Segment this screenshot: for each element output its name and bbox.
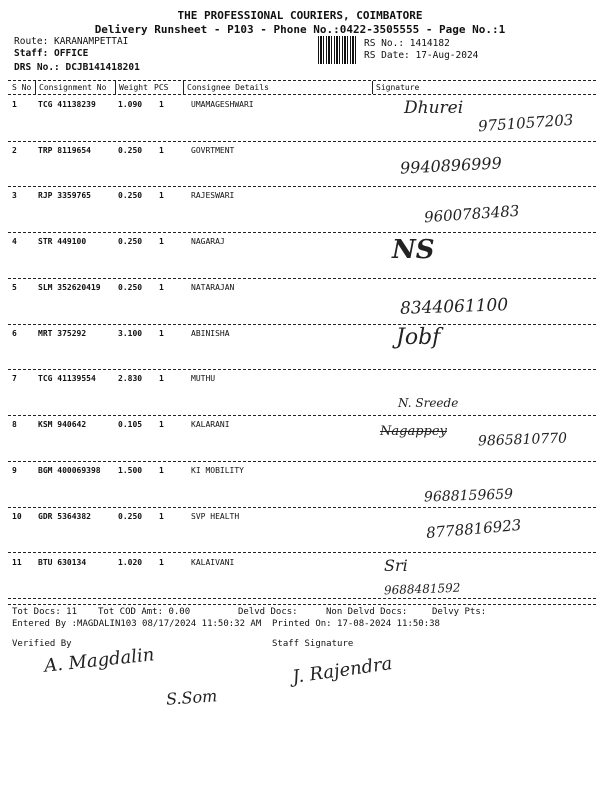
pcs-value: 1 — [159, 237, 164, 246]
pcs-value: 1 — [159, 283, 164, 292]
col-header-pcs: PCS — [154, 83, 169, 92]
staff-label: Staff: OFFICE — [14, 48, 89, 59]
table-row — [0, 191, 600, 235]
signature-phone: 8778816923 — [425, 515, 523, 543]
weight-value: 0.250 — [118, 283, 143, 292]
weight-value: 3.100 — [118, 329, 143, 338]
signature-phone: 9940896999 — [399, 153, 503, 178]
col-divider — [183, 81, 184, 94]
consignee-name: KI MOBILITY — [191, 466, 244, 475]
non-delivered-docs: Non Delvd Docs: — [326, 607, 408, 617]
consignment-number: BTU 630134 — [38, 558, 87, 567]
drs-number: DRS No.: DCJB141418201 — [14, 62, 140, 73]
consignment-number: BGM 400069398 — [38, 466, 101, 475]
signature-phone: 9600783483 — [423, 201, 520, 227]
delivered-docs: Delvd Docs: — [238, 607, 298, 617]
pcs-value: 1 — [159, 420, 164, 429]
table-row — [0, 237, 600, 281]
consignee-name: KALAIVANI — [191, 558, 235, 567]
signature-phone: 9688159659 — [423, 486, 514, 506]
row-divider — [8, 598, 596, 599]
tot-docs: Tot Docs: 11 — [12, 607, 78, 617]
row-divider — [8, 324, 596, 325]
col-header-consignee: Consignee Details — [187, 83, 269, 92]
table-row — [0, 466, 600, 510]
row-divider — [8, 552, 596, 553]
consignee-name: MUTHU — [191, 374, 216, 383]
consignment-number: GDR 5364382 — [38, 512, 91, 521]
consignment-number: RJP 3359765 — [38, 191, 91, 200]
pcs-value: 1 — [159, 558, 164, 567]
signature-handwriting: Jobf — [396, 325, 441, 350]
col-divider — [372, 81, 373, 94]
weight-value: 0.105 — [118, 420, 143, 429]
footer-rule — [8, 604, 596, 605]
col-divider — [35, 81, 36, 94]
signature-handwriting: N. Sreede — [398, 396, 459, 410]
signature-phone: 9865810770 — [477, 430, 568, 450]
consignee-name: ABINISHA — [191, 329, 230, 338]
row-divider — [8, 186, 596, 187]
serial-number: 5 — [12, 283, 17, 292]
weight-value: 1.500 — [118, 466, 143, 475]
consignee-name: NAGARAJ — [191, 237, 225, 246]
consignment-number: SLM 352620419 — [38, 283, 101, 292]
table-row — [0, 100, 600, 144]
serial-number: 10 — [12, 512, 22, 521]
row-divider — [8, 461, 596, 462]
weight-value: 0.250 — [118, 146, 143, 155]
serial-number: 11 — [12, 558, 22, 567]
consignment-number: KSM 940642 — [38, 420, 87, 429]
consignment-number: MRT 375292 — [38, 329, 87, 338]
serial-number: 9 — [12, 466, 17, 475]
pcs-value: 1 — [159, 374, 164, 383]
weight-value: 0.250 — [118, 237, 143, 246]
signature-phone: 9751057203 — [477, 110, 574, 136]
consignment-number: STR 449100 — [38, 237, 87, 246]
signature-handwriting: NS — [392, 235, 435, 265]
col-header-weight: Weight — [119, 83, 148, 92]
delivery-points: Delvy Pts: — [432, 607, 487, 617]
pcs-value: 1 — [159, 100, 164, 109]
consignment-number: TCG 41138239 — [38, 100, 96, 109]
pcs-value: 1 — [159, 146, 164, 155]
company-title: THE PROFESSIONAL COURIERS, COIMBATORE — [177, 9, 423, 22]
consignee-name: KALARANI — [191, 420, 230, 429]
table-row — [0, 512, 600, 556]
weight-value: 0.250 — [118, 512, 143, 521]
weight-value: 1.090 — [118, 100, 143, 109]
row-divider — [8, 232, 596, 233]
signature-handwriting: Sri — [384, 556, 408, 575]
row-divider — [8, 278, 596, 279]
printed-on: Printed On: 17-08-2024 11:50:38 — [272, 619, 440, 629]
tot-cod-amount: Tot COD Amt: 0.00 — [98, 607, 191, 617]
col-header-consignment: Consignment No — [39, 83, 107, 92]
serial-number: 2 — [12, 146, 17, 155]
signature-handwriting: Nagappey — [380, 424, 447, 439]
serial-number: 4 — [12, 237, 17, 246]
consignee-name: GOVRTMENT — [191, 146, 235, 155]
header-top-rule — [8, 80, 596, 81]
weight-value: 2.830 — [118, 374, 143, 383]
consignment-number: TRP 8119654 — [38, 146, 91, 155]
table-row — [0, 325, 600, 373]
barcode — [318, 36, 358, 64]
weight-value: 1.020 — [118, 558, 143, 567]
pcs-value: 1 — [159, 466, 164, 475]
row-divider — [8, 415, 596, 416]
col-header-signature: Signature — [376, 83, 420, 92]
route-label: Route: KARANAMPETTAI — [14, 36, 129, 47]
verified-by-label: Verified By — [12, 639, 72, 649]
pcs-value: 1 — [159, 512, 164, 521]
signature-handwriting: Dhurei — [404, 98, 464, 118]
row-divider — [8, 369, 596, 370]
verified-by-signature: A. Magdalin — [43, 644, 156, 677]
row-divider — [8, 507, 596, 508]
consignment-number: TCG 41139554 — [38, 374, 96, 383]
table-row — [0, 420, 600, 464]
weight-value: 0.250 — [118, 191, 143, 200]
extra-signature: S.Som — [165, 686, 218, 709]
serial-number: 3 — [12, 191, 17, 200]
pcs-value: 1 — [159, 191, 164, 200]
rs-date: RS Date: 17-Aug-2024 — [364, 50, 479, 61]
consignee-name: UMAMAGESHWARI — [191, 100, 254, 109]
serial-number: 7 — [12, 374, 17, 383]
staff-signature: J. Rajendra — [291, 653, 394, 688]
serial-number: 1 — [12, 100, 17, 109]
signature-phone: 9688481592 — [383, 580, 461, 598]
staff-signature-label: Staff Signature — [272, 639, 354, 649]
runsheet-subtitle: Delivery Runsheet - P103 - Phone No.:0422-3505555 - Page No.:1 — [94, 23, 506, 36]
consignee-name: NATARAJAN — [191, 283, 235, 292]
row-divider — [8, 141, 596, 142]
table-row — [0, 283, 600, 327]
pcs-value: 1 — [159, 329, 164, 338]
rs-number: RS No.: 1414182 — [364, 38, 450, 49]
table-row — [0, 558, 600, 602]
serial-number: 6 — [12, 329, 17, 338]
col-header-sno: S No — [12, 83, 32, 92]
entered-by: Entered By :MAGDALIN103 08/17/2024 11:50:32 AM — [12, 619, 262, 629]
serial-number: 8 — [12, 420, 17, 429]
table-row — [0, 146, 600, 190]
consignee-name: RAJESWARI — [191, 191, 235, 200]
signature-phone: 8344061100 — [399, 295, 509, 319]
consignee-name: SVP HEALTH — [191, 512, 240, 521]
header-bottom-rule — [8, 94, 596, 95]
table-row — [0, 374, 600, 418]
col-divider — [115, 81, 116, 94]
